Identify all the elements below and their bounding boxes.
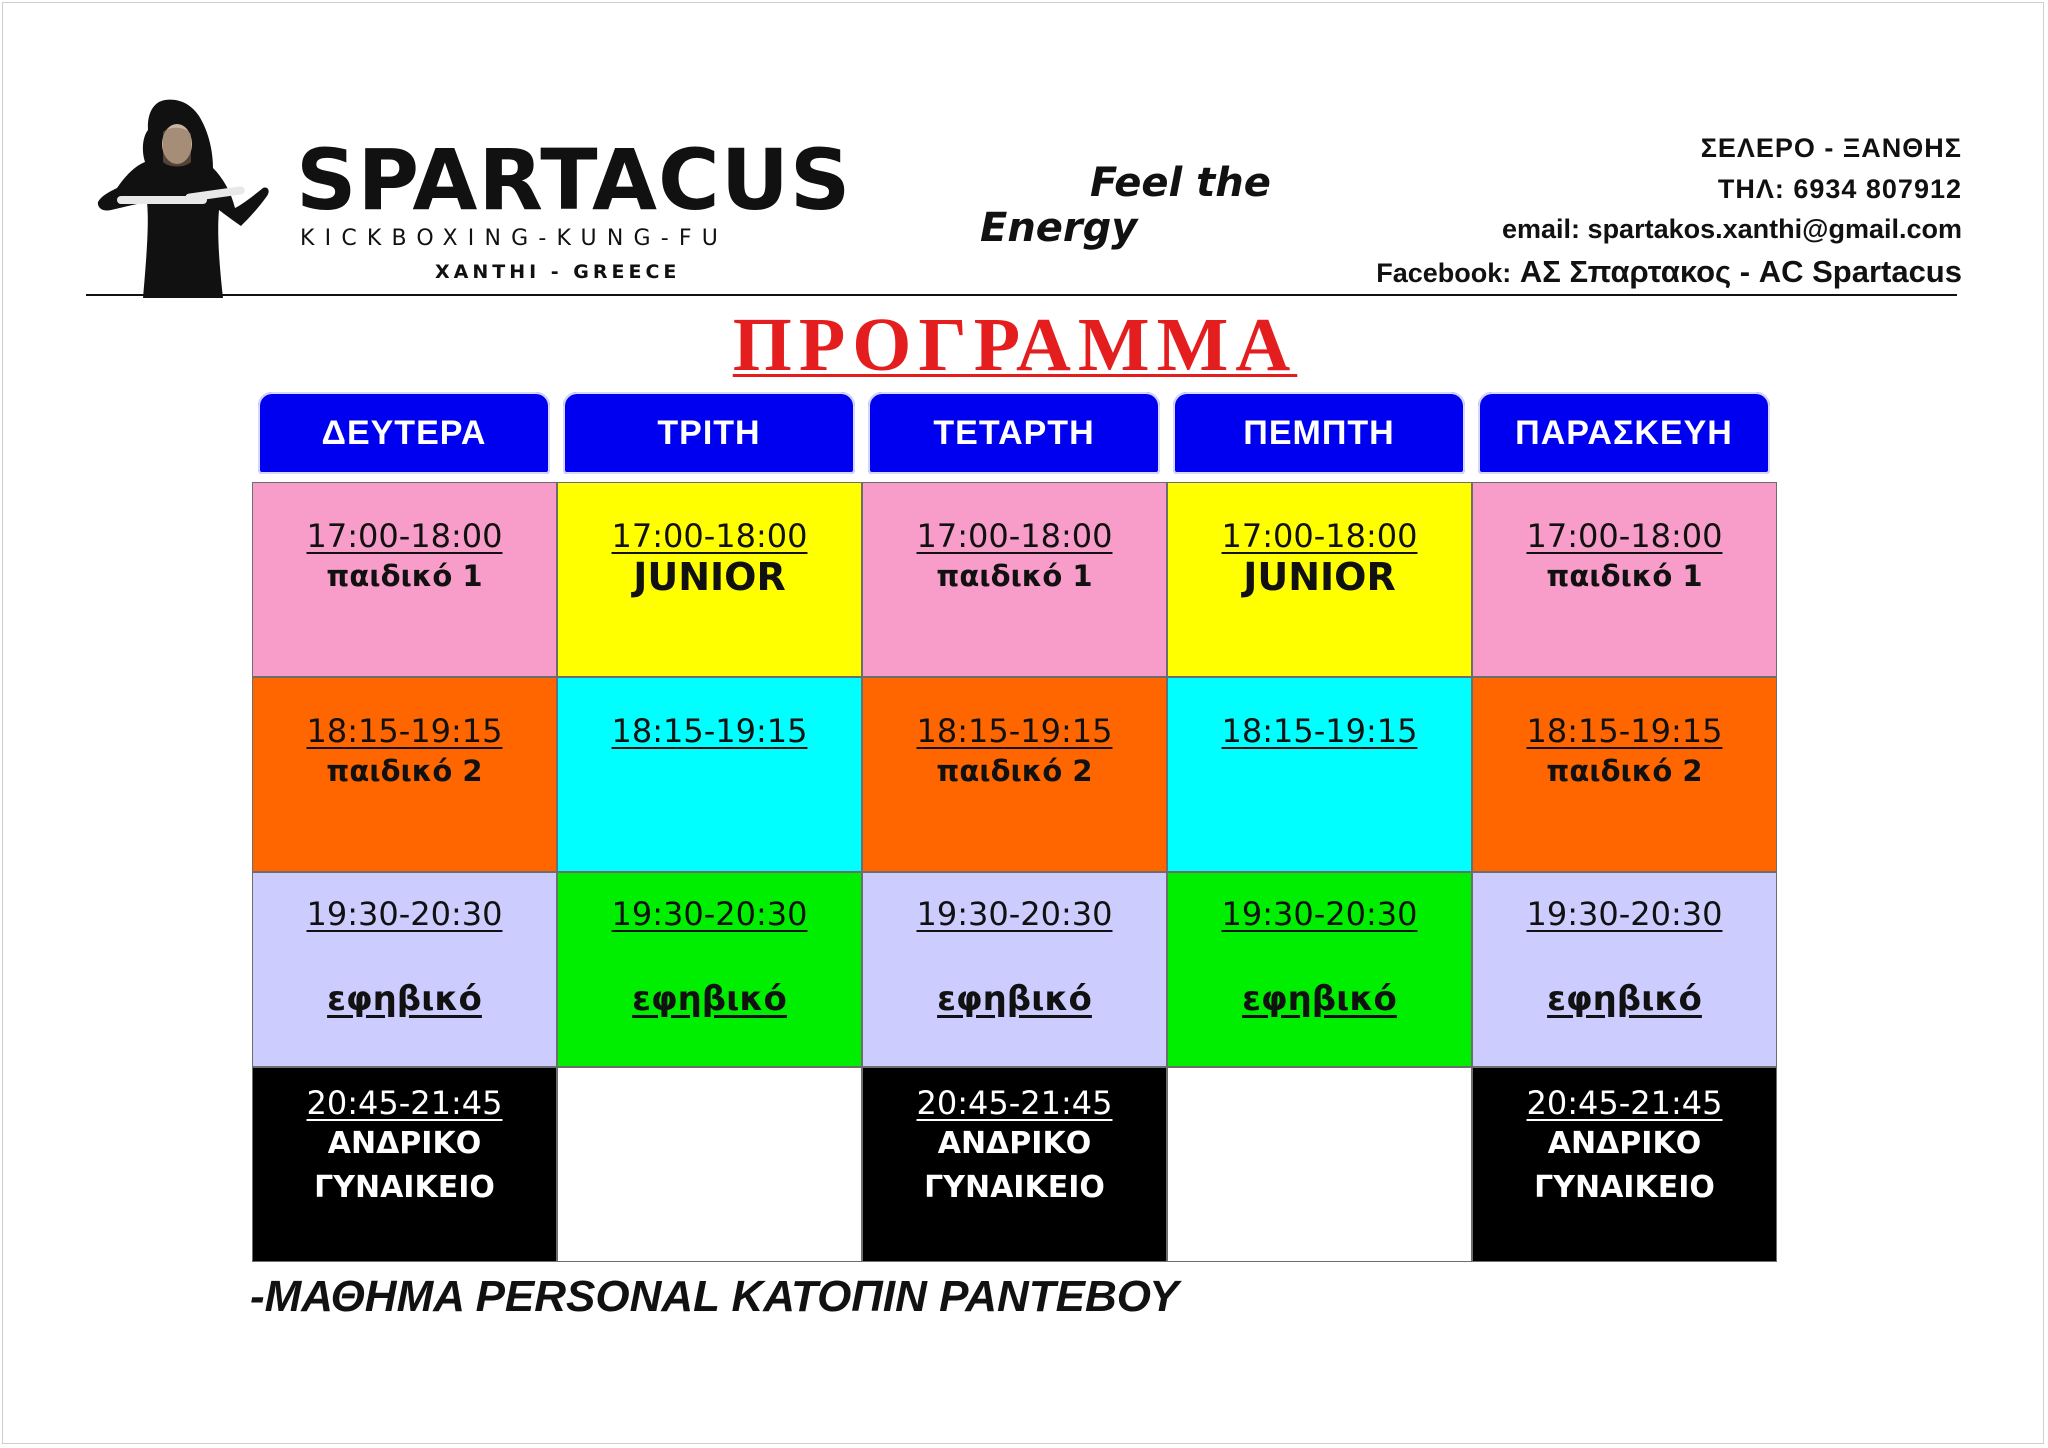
facebook-label: Facebook: [1376, 258, 1512, 288]
class-label: παιδικό 1 [936, 559, 1093, 593]
day-header-2: ΤΕΤΑΡΤΗ [868, 392, 1160, 474]
page-title: ΠΡΟΓΡΑΜΜΑ [732, 303, 1298, 387]
class-time: 20:45-21:45 [1526, 1084, 1723, 1122]
class-label: εφηβικό [327, 979, 482, 1019]
class-label: παιδικό 1 [1546, 559, 1703, 593]
class-time: 20:45-21:45 [916, 1084, 1113, 1122]
class-time: 19:30-20:30 [611, 895, 808, 933]
schedule-cell-r0-c1 [557, 482, 862, 677]
class-time: 19:30-20:30 [1221, 895, 1418, 933]
class-time: 18:15-19:15 [611, 712, 808, 750]
class-label: παιδικό 1 [326, 559, 483, 593]
day-header-4: ΠΑΡΑΣΚΕΥΗ [1478, 392, 1770, 474]
day-header-0: ΔΕΥΤΕΡΑ [258, 392, 550, 474]
class-label: παιδικό 2 [326, 754, 483, 788]
schedule-cell-r1-c4 [1472, 677, 1777, 872]
class-label: ΑΝΔΡΙΚΟ [937, 1126, 1092, 1161]
class-time: 19:30-20:30 [916, 895, 1113, 933]
address-text: ΣΕΛΕΡΟ - ΞΑΝΘΗΣ [1700, 133, 1962, 163]
class-time: 17:00-18:00 [1221, 517, 1418, 555]
class-label: ΓΥΝΑΙΚΕΙΟ [1534, 1169, 1715, 1205]
class-label: ΑΝΔΡΙΚΟ [1547, 1126, 1702, 1161]
class-time: 19:30-20:30 [306, 895, 503, 933]
phone-text: ΤΗΛ: 6934 807912 [1717, 174, 1962, 204]
schedule-cell-r2-c0 [252, 872, 557, 1067]
schedule-cell-r0-c3 [1167, 482, 1472, 677]
class-label: ΓΥΝΑΙΚΕΙΟ [314, 1169, 495, 1205]
schedule-cell-r1-c1 [557, 677, 862, 872]
class-label: παιδικό 2 [1546, 754, 1703, 788]
class-time: 17:00-18:00 [306, 517, 503, 555]
day-header-1: ΤΡΙΤΗ [563, 392, 855, 474]
brand-subtitle: KICKBOXING-KUNG-FU [300, 226, 729, 251]
class-label: JUNIOR [633, 555, 786, 599]
schedule-cell-r0-c0 [252, 482, 557, 677]
email-text: email: spartakos.xanthi@gmail.com [1502, 214, 1962, 244]
schedule-cell-r0-c2 [862, 482, 1167, 677]
class-label: εφηβικό [632, 979, 787, 1019]
schedule-cell-r3-c4 [1472, 1067, 1777, 1262]
schedule-cell-r3-c0 [252, 1067, 557, 1262]
class-time: 17:00-18:00 [611, 517, 808, 555]
class-label: παιδικό 2 [936, 754, 1093, 788]
footer-note: -ΜΑΘΗΜΑ PERSONAL ΚΑΤΟΠΙΝ ΡΑΝΤΕΒΟΥ [250, 1272, 1179, 1321]
schedule-cell-r1-c3 [1167, 677, 1472, 872]
class-label: ΓΥΝΑΙΚΕΙΟ [924, 1169, 1105, 1205]
schedule-cell-r3-c1 [557, 1067, 862, 1262]
class-label: JUNIOR [1243, 555, 1396, 599]
class-time: 17:00-18:00 [916, 517, 1113, 555]
facebook-name: ΑΣ Σπαρτακος - AC Spartacus [1519, 254, 1962, 289]
tagline-line-1: Feel the [1090, 160, 1271, 206]
brand-location: XANTHI - GREECE [435, 261, 681, 283]
class-label: εφηβικό [1242, 979, 1397, 1019]
class-time: 19:30-20:30 [1526, 895, 1723, 933]
schedule-cell-r3-c3 [1167, 1067, 1472, 1262]
schedule-cell-r2-c4 [1472, 872, 1777, 1067]
class-time: 18:15-19:15 [306, 712, 503, 750]
day-header-3: ΠΕΜΠΤΗ [1173, 392, 1465, 474]
tagline-line-2: Energy [980, 205, 1138, 251]
class-time: 18:15-19:15 [1221, 712, 1418, 750]
schedule-cell-r3-c2 [862, 1067, 1167, 1262]
brand-name: SPARTACUS [296, 131, 852, 229]
schedule-cell-r1-c2 [862, 677, 1167, 872]
schedule-cell-r1-c0 [252, 677, 557, 872]
class-time: 17:00-18:00 [1526, 517, 1723, 555]
schedule-cell-r2-c2 [862, 872, 1167, 1067]
class-time: 20:45-21:45 [306, 1084, 503, 1122]
schedule-cell-r2-c3 [1167, 872, 1472, 1067]
class-time: 18:15-19:15 [1526, 712, 1723, 750]
schedule-cell-r2-c1 [557, 872, 862, 1067]
header-divider [86, 294, 1957, 296]
class-label: ΑΝΔΡΙΚΟ [327, 1126, 482, 1161]
class-label: εφηβικό [1547, 979, 1702, 1019]
facebook-line [1376, 254, 1962, 290]
class-label: εφηβικό [937, 979, 1092, 1019]
class-time: 18:15-19:15 [916, 712, 1113, 750]
schedule-cell-r0-c4 [1472, 482, 1777, 677]
fighter-logo-icon [95, 92, 275, 302]
